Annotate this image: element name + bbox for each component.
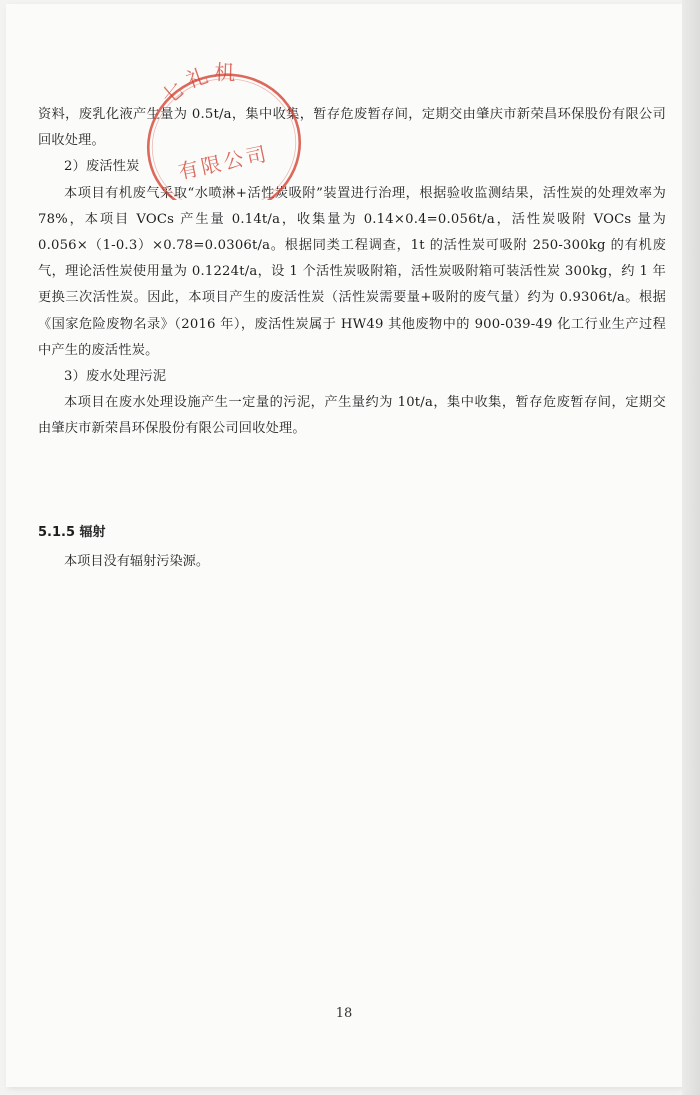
company-seal [134, 50, 312, 200]
document-page [6, 4, 682, 1087]
paragraph-sludge: 本项目在废水处理设施产生一定量的污泥，产生量约为 10t/a，集中收集，暂存危废暂存间，定期交由肇庆市新荣昌环保股份有限公司回收处理。 [38, 395, 666, 437]
paragraph-emulsion-waste: 资料，废乳化液产生量为 0.5t/a，集中收集，暂存危废暂存间，定期交由肇庆市新荣昌环保股份有限公司回收处理。 [38, 107, 666, 149]
scan-edge-shadow [682, 0, 700, 1095]
section-body-radiation: 本项目没有辐射污染源。 [64, 554, 210, 569]
seal-top-text: 七礼机 [157, 60, 241, 110]
svg-text:七礼机 [153, 55, 247, 112]
subheading-waste-activated-carbon: 2）废活性炭 [64, 159, 140, 175]
paragraph-activated-carbon: 本项目有机废气采取“水喷淋+活性炭吸附”装置进行治理，根据验收监测结果，活性炭的处理效率为 78%，本项目 VOCs 产生量 0.14t/a，收集量为 0.14×0.4=0.056t/a，活性炭吸附 VOCs 量为 0.056×（1-0.3）×0.78=0.0306t/a。根据同类工程调查，1t 的活性炭可吸附 250-300kg 的有机废气，理论活性炭使用量为 0.1224t/a，设 1 个活性炭吸附箱，活性炭吸附箱可装活性炭 300kg，约 1 年更换三次活性炭。因此，本项目产生的废活性炭（活性炭需要量+吸附的废气量）约为 0.9306t/a。根据《国家危险废物名录》（2016 年），废活性炭属于 HW49 其他废物中的 900-039-49 化工行业生产过程中产生的废活性炭。 [38, 185, 666, 358]
subheading-sludge: 3）废水处理污泥 [64, 369, 167, 385]
body-text [38, 102, 666, 443]
page-number: 18 [335, 1006, 353, 1021]
seal-bottom-text: 有限公司 [176, 141, 272, 184]
section-heading-radiation: 5.1.5 辐射 [38, 525, 106, 540]
